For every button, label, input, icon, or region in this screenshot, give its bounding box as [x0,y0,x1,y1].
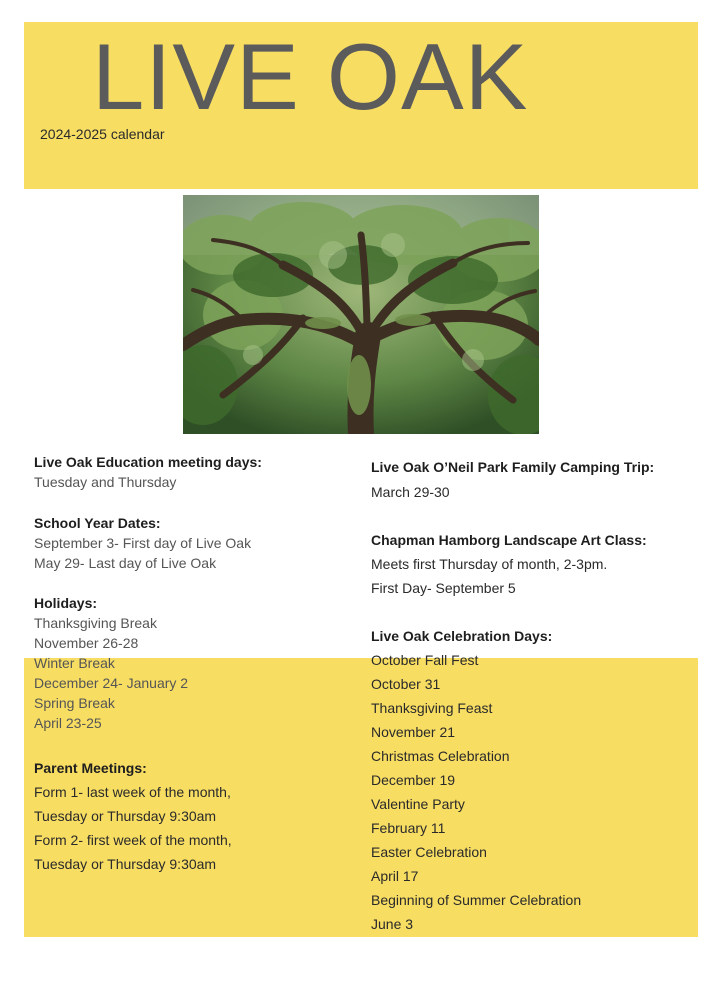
holiday-item: Winter Break [34,655,115,671]
school-last-day: May 29- Last day of Live Oak [34,555,217,571]
meeting-days-heading: Live Oak Education meeting days: [34,454,262,470]
celebration-item: October 31 [371,676,441,692]
school-first-day: September 3- First day of Live Oak [34,535,252,551]
calendar-subtitle: 2024-2025 calendar [40,126,165,142]
celebration-days-heading: Live Oak Celebration Days: [371,628,553,644]
holiday-item: Spring Break [34,695,115,711]
celebration-item: June 3 [371,916,414,932]
celebration-item: Valentine Party [371,796,465,812]
school-year-heading: School Year Dates: [34,515,161,531]
art-class-heading: Chapman Hamborg Landscape Art Class: [371,532,647,548]
celebration-item: November 21 [371,724,456,740]
celebration-item: February 11 [371,820,446,836]
holiday-item: April 23-25 [34,715,102,731]
page-title: LIVE OAK [92,24,529,129]
parent-meeting-line: Form 2- first week of the month, [34,832,232,848]
art-class-line: First Day- September 5 [371,580,516,596]
holidays-heading: Holidays: [34,595,98,611]
camping-trip-heading: Live Oak O’Neil Park Family Camping Trip: [371,459,655,475]
celebration-item: Thanksgiving Feast [371,700,493,716]
celebration-item: December 19 [371,772,456,788]
meeting-days-value: Tuesday and Thursday [34,474,177,490]
holiday-item: November 26-28 [34,635,139,651]
celebration-item: October Fall Fest [371,652,479,668]
art-class-line: Meets first Thursday of month, 2-3pm. [371,556,608,572]
holiday-item: Thanksgiving Break [34,615,157,631]
celebration-item: Christmas Celebration [371,748,510,764]
holiday-item: December 24- January 2 [34,675,189,691]
live-oak-tree-photo [183,195,539,434]
celebration-item: April 17 [371,868,419,884]
celebration-item: Easter Celebration [371,844,487,860]
camping-trip-dates: March 29-30 [371,484,450,500]
parent-meeting-line: Form 1- last week of the month, [34,784,231,800]
tree-illustration [183,195,539,434]
celebration-item: Beginning of Summer Celebration [371,892,582,908]
parent-meeting-line: Tuesday or Thursday 9:30am [34,808,217,824]
parent-meeting-line: Tuesday or Thursday 9:30am [34,856,217,872]
parent-meetings-heading: Parent Meetings: [34,760,147,776]
